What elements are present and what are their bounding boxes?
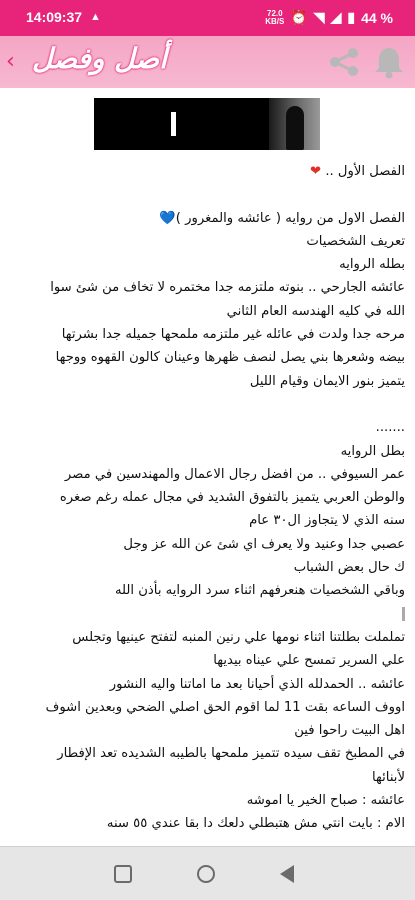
story-line: الفصل الاول من روايه ( عائشه والمغرور )💙 [159,210,405,226]
system-nav-bar [0,846,415,900]
story-line: الام : بايت انتي مش هتبطلي دلعك دا بقا عندي ٥٥ سنه [106,816,405,832]
battery-level: 44 % [361,9,393,26]
notification-icon: ▲ [90,11,101,23]
story-content[interactable] [0,160,415,846]
story-line: عائشه : صباح الخير يا اموشه [246,793,405,809]
story-line: عائشه .. الحمدلله الذي أحيانا بعد ما اماتنا واليه النشور [109,676,405,692]
data-speed: 72.0 KB/S [265,8,285,26]
story-line: بطله الروايه [339,257,405,273]
story-line: الله في كليه الهندسه العام الثاني [226,303,405,319]
chapter-banner-image [94,98,320,150]
story-line: تعريف الشخصيات [306,233,405,249]
story-line: بيضه وشعرها بني يصل لنصف ظهرها وعينان كالون القهوه ووجها [55,350,405,366]
app-logo: أصل وفصل [32,42,167,75]
story-line: تململت بطلتنا اثناء نومها علي رنين المنبه لتفتح عينيها وتجلس [72,629,405,645]
chevron-left-icon[interactable]: ‹ [6,49,15,74]
story-line: عائشه الجارحي .. بنوته ملتزمه جدا مختمره لا تخاف من شئ سوا [50,280,405,296]
share-icon[interactable] [328,46,360,78]
signal-icon: ◢ [330,9,342,25]
home-icon[interactable] [197,865,215,883]
story-lines [4,207,405,836]
app-bar [0,36,415,88]
blank-line [4,183,405,206]
story-line: سنه الذي لا يتجاوز ال٣٠ عام [249,513,405,529]
story-line: وباقي الشخصيات هنعرفهم اثناء سرد الروايه بأذن الله [114,583,405,599]
wifi-icon: ◥ [313,9,325,25]
story-line: اهل البيت راحوا فين [294,723,405,739]
story-line: يتميز بنور الايمان وقيام الليل [249,373,405,389]
banner-figure [286,106,304,150]
alarm-icon: ⏰ [290,9,308,25]
story-line: بطل الروايه [340,443,405,459]
story-line: لأبنائها [372,769,405,785]
status-bar [0,0,415,36]
back-icon[interactable] [280,865,294,883]
blank-line [4,393,405,416]
chapter-heading: الفصل الأول .. ❤ [310,164,405,179]
recent-apps-icon[interactable] [114,865,132,883]
story-line: مرحه جدا ولدت في عائله غير ملتزمه ملمحها جميله جدا بشرتها [61,327,405,343]
status-time: 14:09:37 [26,9,83,25]
story-line: ك حال بعض الشباب [293,560,405,576]
bell-icon[interactable] [373,45,405,79]
story-line: ....... [375,420,405,436]
red-heart-icon: ❤ [310,164,322,179]
story-line: عصبي جدا وعنيد ولا يعرف اي شئ عن الله عز وجل [123,536,405,552]
story-line: اووف الساعه بقت 11 لما اقوم الحق اصلي الضحي وبعدين اشوف [45,699,405,715]
story-line: في المطبخ تقف سيده تتميز ملمحها بالطيبه الشديده تعد الإفطار [57,746,405,762]
blank-line [4,603,405,626]
status-left [26,9,101,25]
status-right [265,9,393,26]
story-line: علي السرير تمسح علي عيناه بيديها [213,653,405,669]
text-cursor-mark [402,607,405,621]
battery-icon: ▮ [347,9,356,25]
story-line: عمر السيوفي .. من افضل رجال الاعمال والمهندسين في مصر [64,466,405,482]
banner-mark [171,112,176,136]
blue-heart-icon: 💙 [159,210,176,226]
story-line: والوطن العربي يتميز بالتفوق الشديد في مجال عمله رغم صغره [59,490,405,506]
